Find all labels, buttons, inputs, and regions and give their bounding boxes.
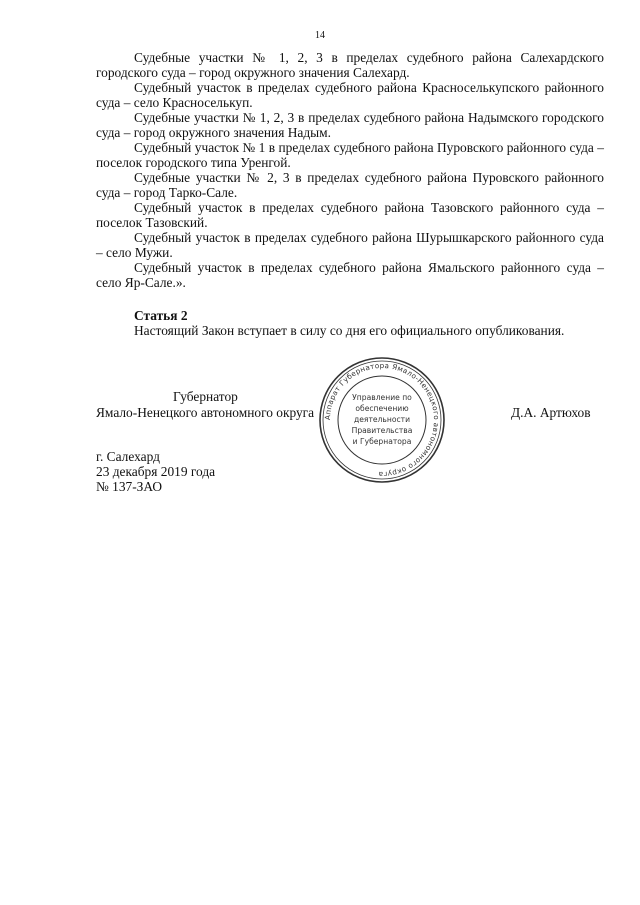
law-number: № 137-ЗАО [96,479,163,494]
paragraph-muzhi: Судебный участок в пределах судебного района Шурышкарского районного суда – село Мужи. [96,230,604,260]
signatory-organization: Ямало-Ненецкого автономного округа [96,405,315,420]
article-2-text: Настоящий Закон вступает в силу со дня его официального опубликования. [134,323,565,338]
seal-ring-text: Аппарат Губернатора Ямало-Ненецкого автономного округа [322,360,442,480]
paragraph-tazovsky: Судебный участок в пределах судебного района Тазовского районного суда – поселок Тазовский. [96,200,604,230]
seal-line: Правительства [351,426,413,435]
issue-date: 23 декабря 2019 года [96,464,216,479]
seal-line: Управление по [352,393,412,402]
document-footer [96,449,215,494]
issue-city: г. Салехард [96,449,160,464]
paragraph-nadym: Судебные участки № 1, 2, 3 в пределах судебного района Надымского городского суда – город окружного значения Надым. [96,110,604,140]
seal-line: обеспечению [355,404,409,413]
signatory-title: Губернатор [173,389,238,404]
paragraph-yar-sale: Судебный участок в пределах судебного района Ямальского районного суда – село Яр-Сале.». [96,260,604,290]
paragraph-tarko-sale: Судебные участки № 2, 3 в пределах судебного района Пуровского районного суда – город Тарко-Сале. [96,170,604,200]
paragraph-urengoy: Судебный участок № 1 в пределах судебного района Пуровского районного суда – поселок городского типа Уренгой. [96,140,604,170]
paragraph-krasnoselkup: Судебный участок в пределах судебного района Красноселькупского районного суда – село Красноселькуп. [96,80,604,110]
seal-line: и Губернатора [352,437,412,446]
article-2-title: Статья 2 [134,308,188,323]
signatory-name: Д.А. Артюхов [511,405,591,420]
seal-line: деятельности [353,415,411,424]
law-body [96,50,604,338]
official-seal [318,356,446,484]
paragraph-salekhard: Судебные участки № 1, 2, 3 в пределах судебного района Салехардского городского суда – город окружного значения Салехард. [96,50,604,80]
page-number: 14 [315,30,325,41]
